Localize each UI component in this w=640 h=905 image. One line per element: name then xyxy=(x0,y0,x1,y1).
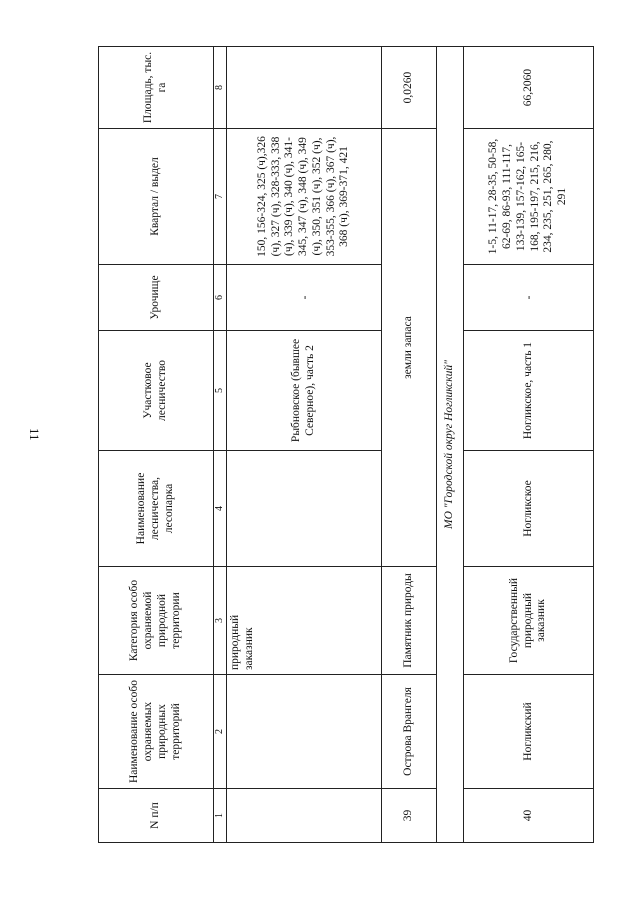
column-number: 3 xyxy=(214,567,227,675)
column-number: 2 xyxy=(214,675,227,789)
cell-name: Ногликский xyxy=(464,675,594,789)
cell-area: 66,2060 xyxy=(464,47,594,129)
cell-name: Острова Врангеля xyxy=(382,675,437,789)
column-number: 5 xyxy=(214,331,227,451)
column-numbers-row xyxy=(214,47,227,843)
cell-quarters: 150, 156-324, 325 (ч),326 (ч), 327 (ч), 328-333, 338 (ч), 339 (ч), 340 (ч), 341-345, 347 (ч), 348 (ч), 349 (ч), 350, 351 (ч), 352 (ч), 353-355, 366 (ч), 367 (ч), 368 (ч), 369-371, 421 xyxy=(227,129,382,265)
column-number: 4 xyxy=(214,451,227,567)
header-forestry: Наименование лесничества, лесопарка xyxy=(99,451,214,567)
cell-num: 39 xyxy=(382,789,437,843)
table-row-40 xyxy=(464,47,594,843)
cell-forestry xyxy=(227,451,382,567)
cell-num xyxy=(227,789,382,843)
protected-areas-table xyxy=(98,47,587,843)
header-name: Наименование особо охраняемых природных территорий xyxy=(99,675,214,789)
header-quarters: Квартал / выдел xyxy=(99,129,214,265)
cell-name xyxy=(227,675,382,789)
header-tract: Урочище xyxy=(99,265,214,331)
header-num: N п/п xyxy=(99,789,214,843)
column-number: 8 xyxy=(214,47,227,129)
cell-category: Памятник природы xyxy=(382,567,437,675)
header-area: Площадь, тыс. га xyxy=(99,47,214,129)
cell-area xyxy=(227,47,382,129)
cell-num: 40 xyxy=(464,789,594,843)
cell-district: Ногликское, часть 1 xyxy=(464,331,594,451)
header-district: Участковое лесничество xyxy=(99,331,214,451)
table-header-row xyxy=(99,47,214,843)
cell-category: природный заказник xyxy=(227,567,382,675)
table-row-39 xyxy=(382,47,437,843)
cell-district: Рыбновское (бывшее Северное), часть 2 xyxy=(227,331,382,451)
cell-land-category: земли запаса xyxy=(382,129,437,567)
cell-category: Государственный природный заказник xyxy=(464,567,594,675)
section-row xyxy=(437,47,464,843)
column-number: 6 xyxy=(214,265,227,331)
cell-area: 0,0260 xyxy=(382,47,437,129)
column-number: 1 xyxy=(214,789,227,843)
cell-tract: - xyxy=(464,265,594,331)
cell-forestry: Ногликское xyxy=(464,451,594,567)
cell-tract: - xyxy=(227,265,382,331)
column-number: 7 xyxy=(214,129,227,265)
table-row-continued xyxy=(227,47,382,843)
cell-quarters: 1-5, 11-17, 28-35, 50-58, 62-69, 86-93, 111-117, 133-139, 157-162, 165-168, 195-197, 215, 216, 234, 235, 251, 265, 280, 291 xyxy=(464,129,594,265)
page-number: 11 xyxy=(27,428,42,441)
header-category: Категория особо охраняемой природной территории xyxy=(99,567,214,675)
section-title: МО "Городской округ Ногликский" xyxy=(437,47,464,843)
